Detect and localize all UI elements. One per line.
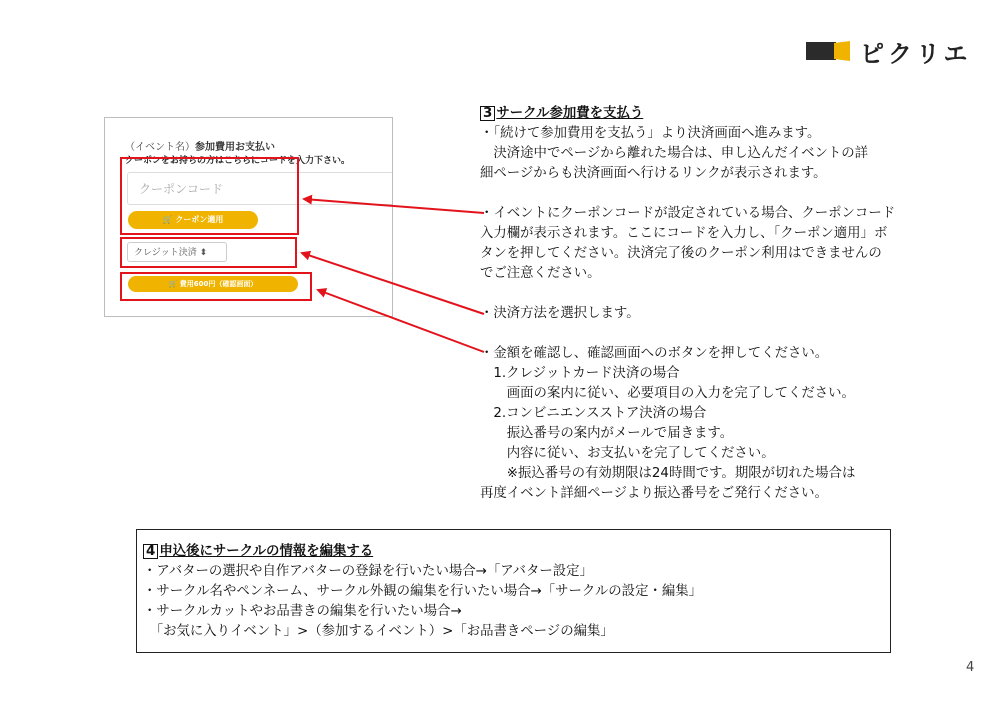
payment-method-line: ・決済方法を選択します。 <box>480 306 640 321</box>
confirm-line: 内容に従い、お支払いを完了してください。 <box>480 446 775 461</box>
confirm-line: 再度イベント詳細ページより振込番号をご発行ください。 <box>480 486 828 501</box>
page-number: 4 <box>966 660 975 675</box>
coupon-line: タンを押してください。決済完了後のクーポン利用はできませんの <box>480 246 882 261</box>
pay-confirm-button[interactable]: 🛒 費用600円（確認画面） <box>128 276 298 292</box>
section4-box <box>136 529 891 653</box>
event-title: 参加費用お支払い <box>195 142 275 153</box>
section3-line: 細ページからも決済画面へ行けるリンクが表示されます。 <box>480 166 827 181</box>
confirm-line: ※振込番号の有効期限は24時間です。期限が切れた場合は <box>480 466 856 481</box>
logo-text: ピクリエ <box>860 39 972 68</box>
section4-heading <box>143 542 890 562</box>
section4-line: 「お気に入りイベント」>（参加するイベント）>「お品書きページの編集」 <box>143 624 614 639</box>
coupon-line: 入力欄が表示されます。ここにコードを入力し、「クーポン適用」ボ <box>480 226 888 241</box>
coupon-arrow <box>304 199 484 213</box>
coupon-apply-button[interactable]: 🛒 クーポン適用 <box>128 211 258 229</box>
section3-title: サークル参加費を支払う <box>496 106 644 121</box>
coupon-line: ・イベントにクーポンコードが設定されている場合、クーポンコード <box>480 206 896 221</box>
coupon-line: でご注意ください。 <box>480 266 601 281</box>
coupon-code-input[interactable]: クーポンコード <box>127 172 393 205</box>
coupon-notice: クーポンをお持ちの方はこちらにコードを入力下さい。 <box>125 156 351 166</box>
confirm-line: ・金額を確認し、確認画面へのボタンを押してください。 <box>480 346 829 361</box>
confirm-line: 振込番号の案内がメールで届きます。 <box>480 426 734 441</box>
section4-number: 4 <box>143 544 158 559</box>
section3-line: 決済途中でページから離れた場合は、申し込んだイベントの詳 <box>480 146 869 161</box>
pay-button-arrow <box>318 290 484 352</box>
confirm-line: 1.クレジットカード決済の場合 <box>480 366 680 381</box>
confirm-line: 2.コンビニエンスストア決済の場合 <box>480 406 707 421</box>
section3-instructions <box>480 104 950 504</box>
confirm-line: 画面の案内に従い、必要項目の入力を完了してください。 <box>480 386 855 401</box>
section4-line: ・アバターの選択や自作アバターの登録を行いたい場合→「アバター設定」 <box>143 564 593 579</box>
payment-method-arrow <box>302 253 484 314</box>
section4-line: ・サークルカットやお品書きの編集を行いたい場合→ <box>143 604 462 619</box>
section3-heading <box>480 104 950 124</box>
section3-number: 3 <box>480 106 495 121</box>
section3-line: ・「続けて参加費用を支払う」より決済画面へ進みます。 <box>480 126 821 141</box>
section4-line: ・サークル名やペンネーム、サークル外観の編集を行いたい場合→「サークルの設定・編集」 <box>143 584 703 599</box>
payment-method-select[interactable]: クレジット決済 ⬍ <box>127 242 227 262</box>
section4-title: 申込後にサークルの情報を編集する <box>159 544 374 559</box>
event-prefix: （イベント名） <box>125 142 195 153</box>
